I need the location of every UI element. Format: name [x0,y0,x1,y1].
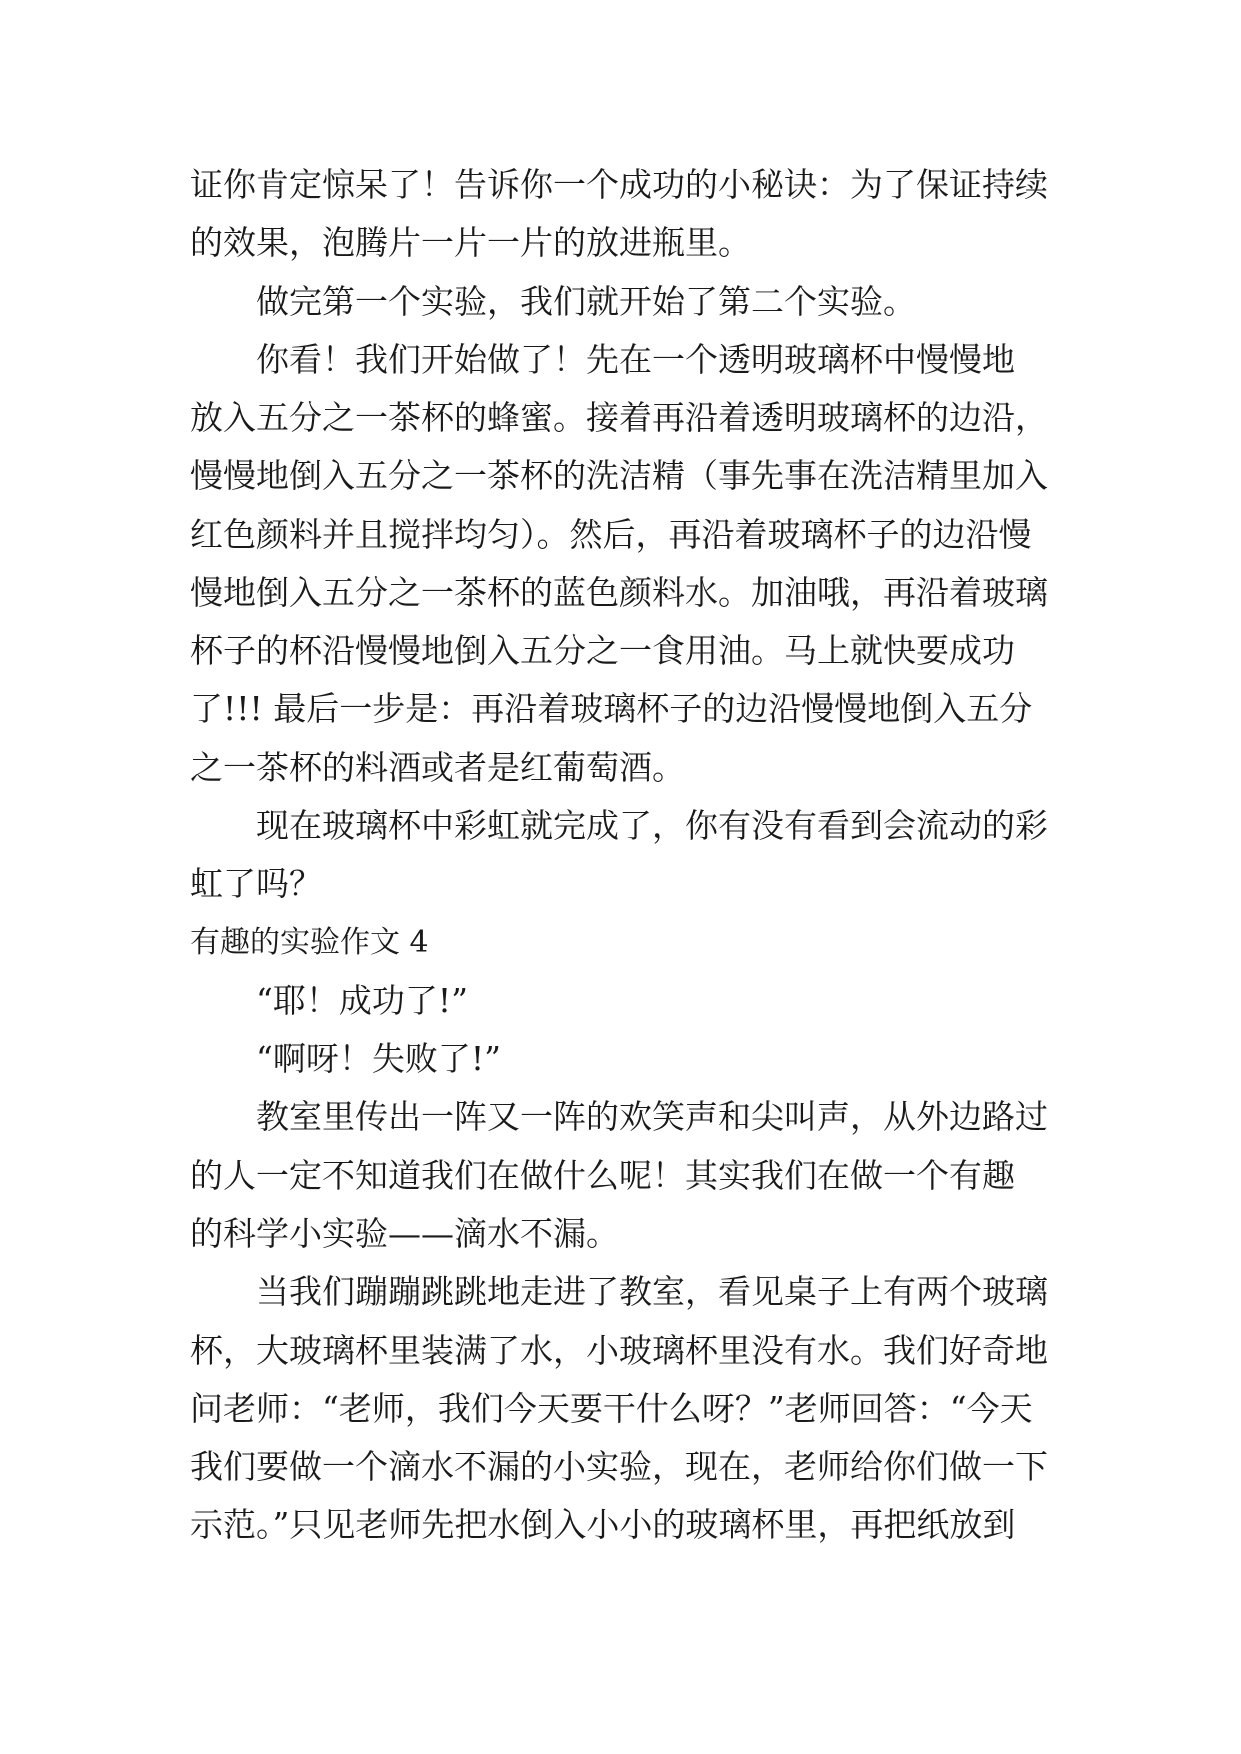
text-line: 的效果，泡腾片一片一片的放进瓶里。 [190,223,751,262]
text-line: 之一茶杯的料酒或者是红葡萄酒。 [190,748,685,787]
text-line: 慢地倒入五分之一茶杯的蓝色颜料水。加油哦，再沿着玻璃 [190,573,1048,612]
text-line: 的人一定不知道我们在做什么呢！其实我们在做一个有趣 [190,1156,1015,1195]
text-line: 杯，大玻璃杯里装满了水，小玻璃杯里没有水。我们好奇地 [190,1331,1048,1370]
text-line: 红色颜料并且搅拌均匀）。然后，再沿着玻璃杯子的边沿慢 [190,515,1032,554]
paragraph-start-line: 现在玻璃杯中彩虹就完成了，你有没有看到会流动的彩 [256,806,1048,845]
text-line: 问老师：“老师，我们今天要干什么呀？”老师回答：“今天 [190,1389,1033,1428]
section-heading: 有趣的实验作文 4 [190,925,429,960]
text-line: 虹了吗？ [190,864,322,903]
paragraph-start-line: 教室里传出一阵又一阵的欢笑声和尖叫声，从外边路过 [256,1097,1048,1136]
text-line: 证你肯定惊呆了！告诉你一个成功的小秘诀：为了保证持续 [190,165,1048,204]
paragraph-start-line: 做完第一个实验，我们就开始了第二个实验。 [256,282,916,321]
text-line: 了!!! 最后一步是：再沿着玻璃杯子的边沿慢慢地倒入五分 [190,689,1033,728]
text-line: 杯子的杯沿慢慢地倒入五分之一食用油。马上就快要成功 [190,631,1015,670]
text-line: 示范。”只见老师先把水倒入小小的玻璃杯里，再把纸放到 [190,1505,1016,1544]
text-line: 我们要做一个滴水不漏的小实验，现在，老师给你们做一下 [190,1447,1048,1486]
quote-line: “啊呀！失败了!” [256,1039,502,1078]
quote-line: “耶！成功了!” [256,981,469,1020]
paragraph-start-line: 当我们蹦蹦跳跳地走进了教室，看见桌子上有两个玻璃 [256,1272,1048,1311]
paragraph-start-line: 你看！我们开始做了！先在一个透明玻璃杯中慢慢地 [256,340,1015,379]
text-line: 的科学小实验——滴水不漏。 [190,1214,619,1253]
text-line: 慢慢地倒入五分之一茶杯的洗洁精（事先事在洗洁精里加入 [190,456,1048,495]
text-line: 放入五分之一茶杯的蜂蜜。接着再沿着透明玻璃杯的边沿， [190,398,1048,437]
